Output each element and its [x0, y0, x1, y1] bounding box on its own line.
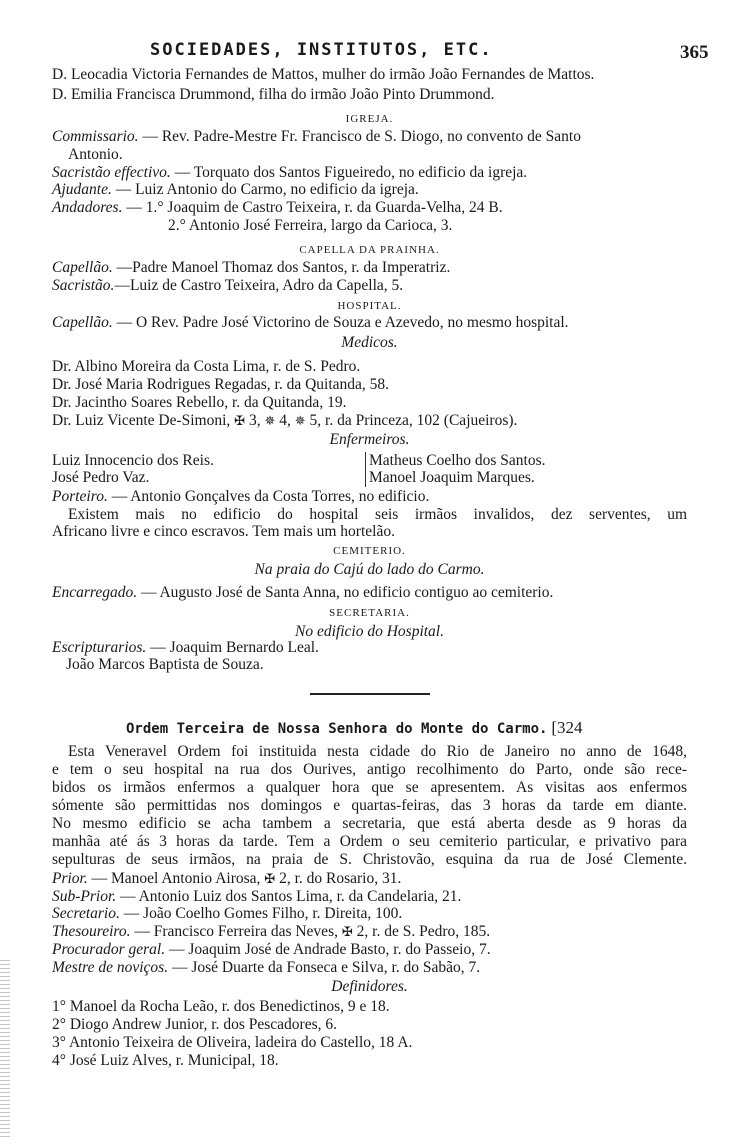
entry-text: — Antonio Gonçalves da Costa Torres, no edificio.	[107, 488, 430, 505]
paragraph-line: bidos os irmãos enfermos a qualquer hora que se apresentem. As visitas aos enfermos	[52, 779, 687, 796]
section-heading-hospital: HOSPITAL.	[337, 300, 402, 312]
running-header: SOCIEDADES, INSTITUTOS, ETC.	[150, 40, 493, 60]
entry-text: — Luiz Antonio do Carmo, no edificio da igreja.	[111, 181, 419, 198]
paragraph-line: e tem o seu hospital na rua dos Ourives, antigo recolhimento do Parto, onde são rece-	[52, 761, 687, 778]
entry-label: Porteiro.	[52, 488, 108, 505]
paragraph-line: sepulturas de seus irmãos, na praia de S. Christovão, esquina da rua de José Clemente.	[52, 851, 687, 868]
section-divider	[310, 693, 430, 695]
star-icon: ✵	[294, 413, 306, 428]
section-heading-secretaria: SECRETARIA.	[329, 607, 410, 619]
enfermeiro-line: Manoel Joaquim Marques.	[365, 469, 535, 487]
definidor-line: 2° Diogo Andrew Junior, r. dos Pescadores, 6.	[52, 1016, 337, 1033]
entry-capellao	[52, 259, 450, 277]
entry-text: 2, r. do Rosario, 31.	[275, 870, 402, 887]
entry-andadores	[52, 199, 503, 217]
entry-label: Sacristão effectivo.	[52, 164, 171, 181]
entry-capellao	[52, 314, 569, 332]
entry-secretario	[52, 905, 402, 923]
ordem-title-line	[126, 719, 582, 738]
definidor-line: 4° José Luiz Alves, r. Municipal, 18.	[52, 1052, 279, 1069]
entry-text: — Francisco Ferreira das Neves,	[130, 923, 338, 940]
medico-line	[52, 412, 517, 430]
entry-label: Mestre de noviços.	[52, 959, 169, 976]
entry-escripturarios	[52, 639, 319, 657]
medico-line: Dr. Albino Moreira da Costa Lima, r. de S. Pedro.	[52, 358, 361, 375]
medico-line: Dr. Jacintho Soares Rebello, r. da Quitanda, 19.	[52, 394, 347, 411]
member-line: D. Leocadia Victoria Fernandes de Mattos, mulher do irmão João Fernandes de Mattos.	[52, 66, 595, 83]
entry-label: Sacristão.	[52, 277, 115, 294]
order-text: 3,	[245, 412, 261, 429]
entry-text: — Manoel Antonio Airosa,	[87, 870, 261, 887]
medico-line: Dr. José Maria Rodrigues Regadas, r. da Quitanda, 58.	[52, 376, 390, 393]
entry-continuation: Antonio.	[68, 146, 123, 163]
location-text: Na praia do Cajú do lado do Carmo.	[254, 561, 485, 578]
subheading-text: Definidores.	[331, 978, 408, 995]
enfermeiro-line: José Pedro Vaz.	[52, 469, 150, 486]
subheading-definidores	[52, 978, 687, 996]
star-icon: ✵	[264, 413, 276, 428]
enfermeiro-line: Luiz Innocencio dos Reis.	[52, 452, 214, 469]
order-text: 4,	[275, 412, 291, 429]
section-heading-capella: CAPELLA DA PRAINHA.	[299, 244, 440, 256]
page-number: 365	[680, 42, 709, 63]
entry-porteiro	[52, 488, 429, 506]
cross-icon: ✠	[264, 871, 276, 886]
entry-escripturario-2: João Marcos Baptista de Souza.	[66, 656, 264, 673]
location-text: No edificio do Hospital.	[295, 623, 444, 640]
entry-text: — João Coelho Gomes Filho, r. Direita, 100.	[119, 905, 403, 922]
section-heading-igreja: IGREJA.	[345, 113, 394, 125]
paragraph-line: manhãa até ás 3 horas da tarde. Tem a Ordem o seu cemiterio particular, e privativo para	[52, 833, 687, 850]
definidor-line: 1° Manoel da Rocha Leão, r. dos Benedictinos, 9 e 18.	[52, 998, 390, 1015]
entry-label: Commissario.	[52, 128, 139, 145]
entry-text: — Joaquim Bernardo Leal.	[146, 639, 319, 656]
entry-ajudante	[52, 181, 419, 199]
subheading-medicos	[52, 334, 687, 352]
entry-thesoureiro	[52, 923, 490, 941]
paragraph-line: sómente são permittidas nos domingos e quartas-feiras, das 3 horas da tarde em diante.	[52, 797, 687, 814]
section-heading-cemiterio: CEMITERIO.	[333, 545, 406, 557]
entry-text: — 1.° Joaquim de Castro Teixeira, r. da Guarda-Velha, 24 B.	[122, 199, 503, 216]
ordem-ref: [324	[551, 718, 583, 737]
entry-text: — Rev. Padre-Mestre Fr. Francisco de S. Diogo, no convento de Santo	[138, 128, 581, 145]
subheading-enfermeiros	[52, 431, 687, 449]
entry-label: Ajudante.	[52, 181, 112, 198]
entry-label: Andadores.	[52, 199, 123, 216]
entry-subprior	[52, 888, 461, 906]
entry-text: — Antonio Luiz dos Santos Lima, r. da Candelaria, 21.	[116, 888, 462, 905]
entry-label: Procurador geral.	[52, 941, 166, 958]
entry-text: 2, r. de S. Pedro, 185.	[352, 923, 491, 940]
entry-sacristao	[52, 277, 403, 295]
entry-text: —Padre Manoel Thomaz dos Santos, r. da Imperatriz.	[112, 259, 451, 276]
enfermeiro-line: Matheus Coelho dos Santos.	[365, 452, 546, 470]
medico-name: Dr. Luiz Vicente De-Simoni,	[52, 412, 231, 429]
paragraph-line: Existem mais no edificio do hospital seis irmãos invalidos, dez serventes, um	[68, 506, 687, 523]
entry-label: Thesoureiro.	[52, 923, 131, 940]
entry-label: Prior.	[52, 870, 88, 887]
ordem-title: Ordem Terceira de Nossa Senhora do Monte do Carmo.	[126, 721, 548, 737]
cross-icon: ✠	[234, 413, 246, 428]
entry-encarregado	[52, 584, 553, 602]
entry-label: Capellão.	[52, 259, 113, 276]
entry-prior	[52, 870, 401, 888]
entry-text: — Augusto José de Santa Anna, no edificio contiguo ao cemiterio.	[137, 584, 554, 601]
entry-andador-2: 2.° Antonio José Ferreira, largo da Carioca, 3.	[168, 217, 453, 234]
cross-icon: ✠	[341, 924, 353, 939]
scan-edge-artifact	[0, 960, 10, 1140]
subheading-text: Enfermeiros.	[329, 431, 410, 448]
address-text: 5, r. da Princeza, 102 (Cajueiros).	[305, 412, 518, 429]
entry-commissario	[52, 128, 581, 146]
paragraph-line: No mesmo edificio se acha tambem a secretaria, que está aberta desde as 9 horas da	[52, 815, 687, 832]
entry-text: — Joaquim José de Andrade Basto, r. do Passeio, 7.	[165, 941, 491, 958]
entry-procurador	[52, 941, 491, 959]
paragraph-line: Africano livre e cinco escravos. Tem mais um hortelão.	[52, 523, 395, 540]
entry-text: — Torquato dos Santos Figueiredo, no edificio da igreja.	[170, 164, 528, 181]
entry-text: — O Rev. Padre José Victorino de Souza e Azevedo, no mesmo hospital.	[112, 314, 569, 331]
entry-label: Capellão.	[52, 314, 113, 331]
paragraph-line: Esta Veneravel Ordem foi instituida nesta cidade do Rio de Janeiro no anno de 1648,	[68, 743, 687, 760]
subheading-text: Medicos.	[341, 334, 398, 351]
entry-label: Escripturarios.	[52, 639, 147, 656]
cemiterio-location	[52, 561, 687, 579]
entry-text: — José Duarte da Fonseca e Silva, r. do Sabão, 7.	[168, 959, 481, 976]
entry-mestre	[52, 959, 480, 977]
entry-text: —Luiz de Castro Teixeira, Adro da Capella, 5.	[114, 277, 404, 294]
entry-label: Encarregado.	[52, 584, 138, 601]
member-line: D. Emilia Francisca Drummond, filha do irmão João Pinto Drummond.	[52, 86, 495, 103]
definidor-line: 3° Antonio Teixeira de Oliveira, ladeira do Castello, 18 A.	[52, 1034, 413, 1051]
entry-label: Sub-Prior.	[52, 888, 117, 905]
entry-label: Secretario.	[52, 905, 120, 922]
entry-sacristao	[52, 164, 527, 182]
